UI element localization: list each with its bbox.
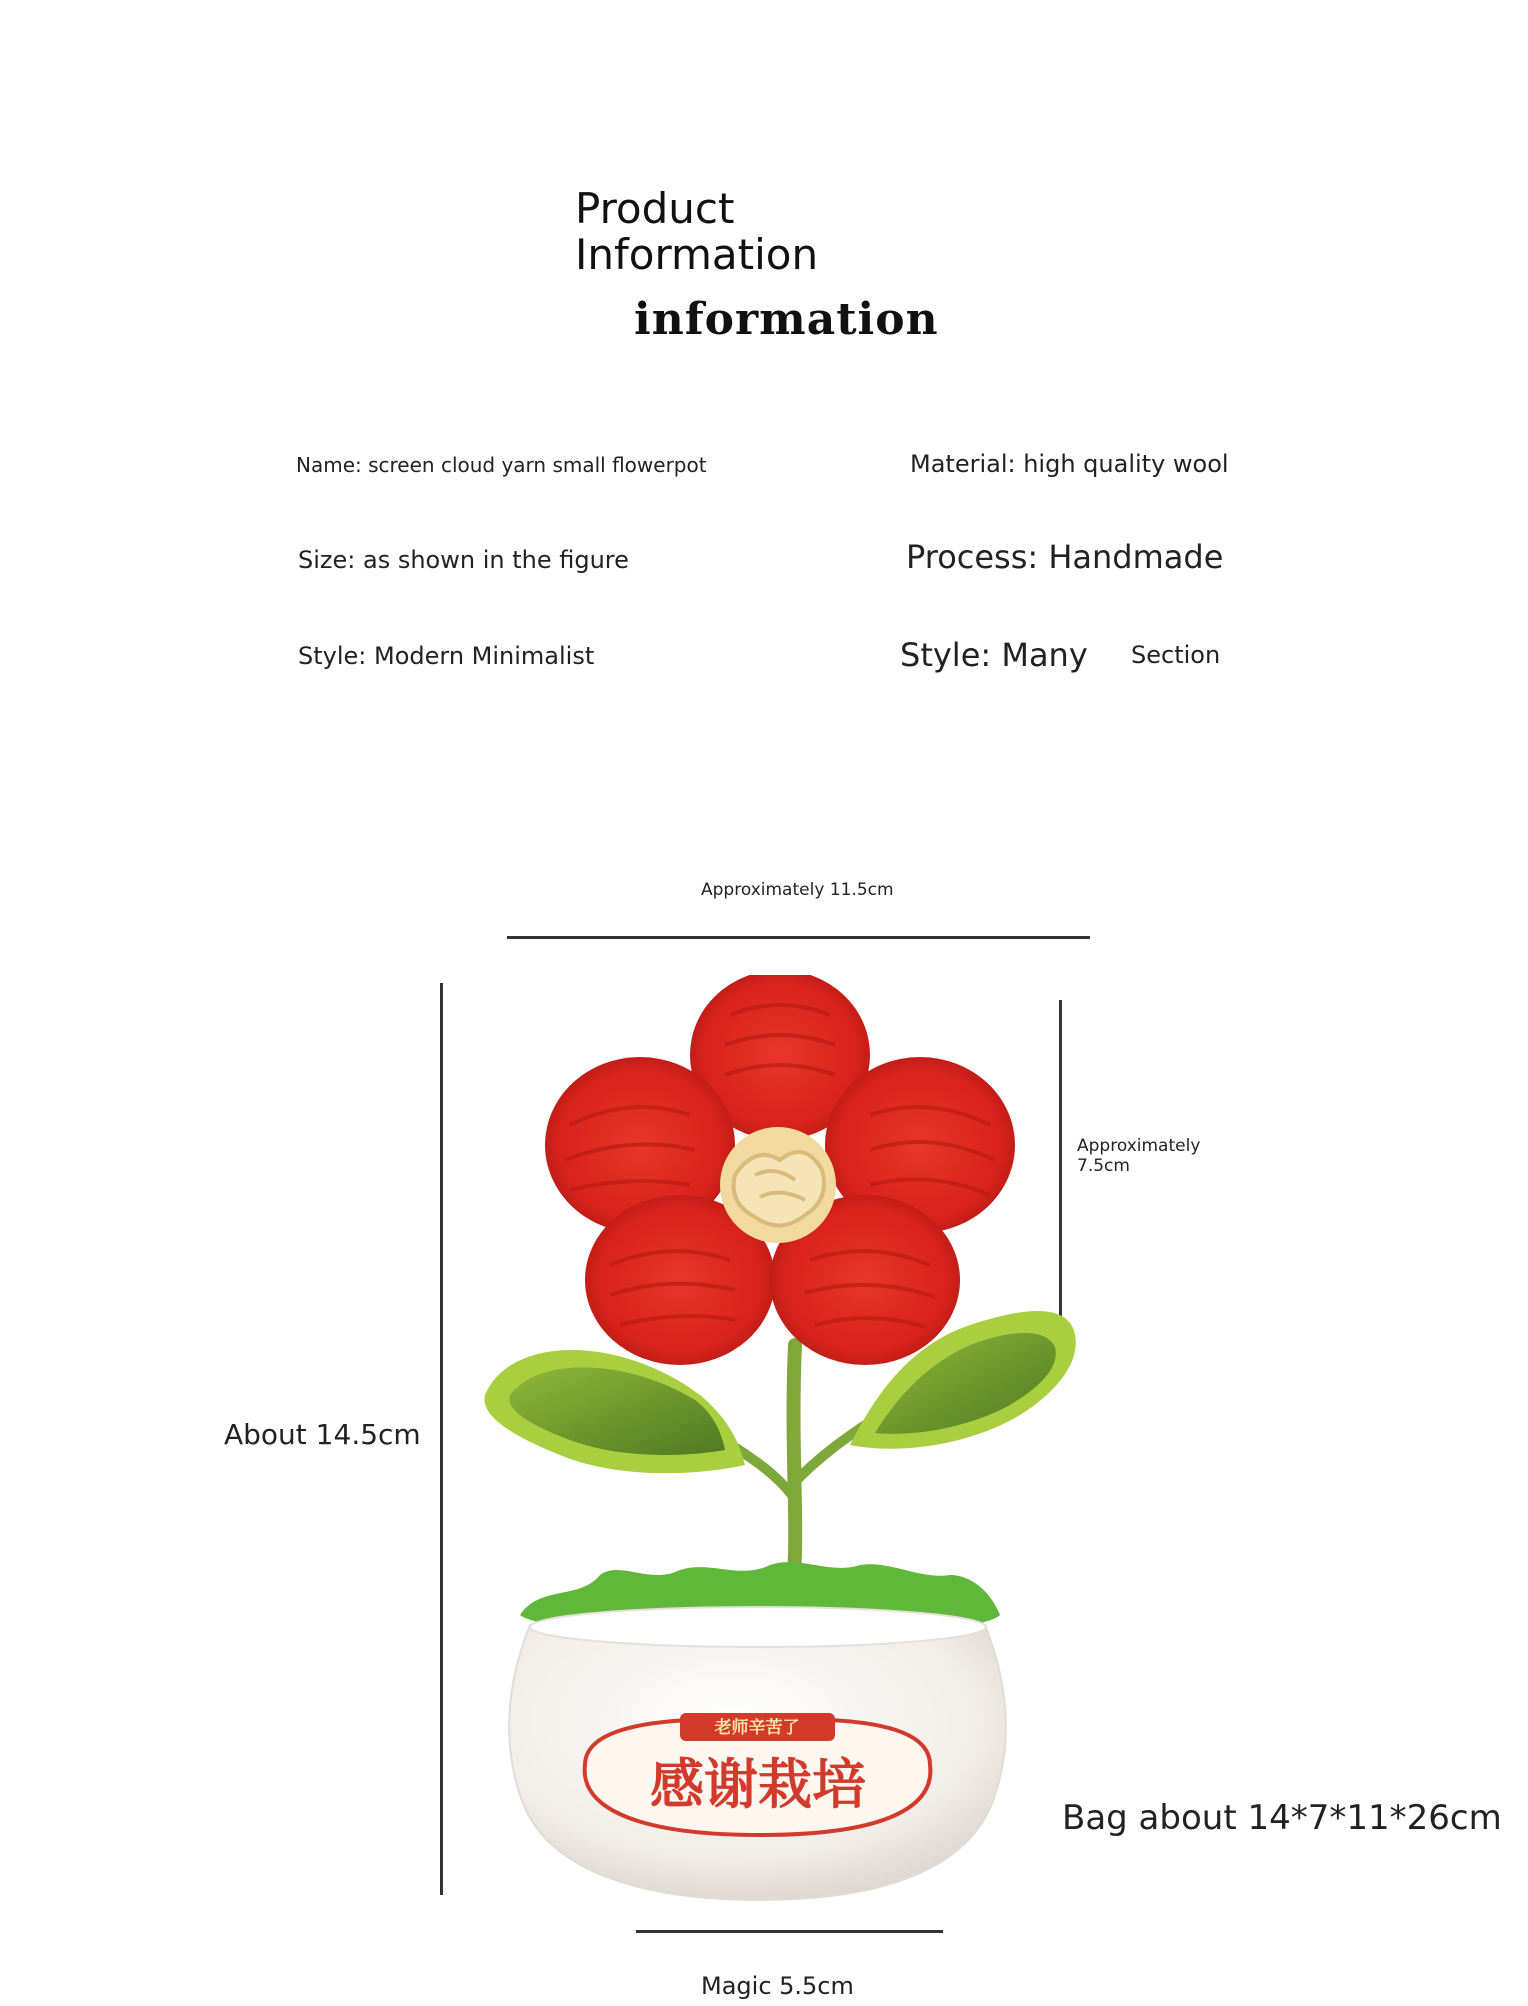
dimension-top-width-label: Approximately 11.5cm (701, 880, 894, 900)
pot-label-banner-text: 老师辛苦了 (714, 1718, 800, 1738)
stem (792, 1345, 795, 1595)
pot-label (585, 1713, 931, 1835)
dimension-flower-height-label-1: Approximately (1077, 1136, 1201, 1156)
page-title-line1: Product (575, 184, 735, 233)
spec-name: Name: screen cloud yarn small flowerpot (296, 453, 707, 477)
page-subtitle: information (634, 294, 939, 345)
dimension-top-width-line (507, 936, 1090, 939)
crochet-flower-pot-image (470, 975, 1090, 1905)
dimension-flower-height-label-2: 7.5cm (1077, 1156, 1130, 1176)
leaf-left (484, 1350, 745, 1473)
spec-size: Size: as shown in the figure (298, 546, 629, 574)
pot-label-main-text: 感谢栽培 (650, 1753, 866, 1816)
flower-center (720, 1127, 836, 1243)
dimension-pot-width-line (636, 1930, 943, 1933)
dimension-pot-width-label: Magic 5.5cm (701, 1972, 854, 2000)
dimension-total-height-line (440, 983, 443, 1895)
spec-style-right: Style: Many (900, 636, 1088, 674)
spec-material: Material: high quality wool (910, 450, 1229, 478)
flowerpot (509, 1607, 1006, 1900)
spec-style-left: Style: Modern Minimalist (298, 642, 595, 670)
spec-style-section: Section (1131, 641, 1221, 669)
page-title-line2: Information (575, 230, 819, 279)
dimension-total-height-label: About 14.5cm (224, 1418, 421, 1451)
bag-size-label: Bag about 14*7*11*26cm (1062, 1798, 1502, 1838)
spec-process: Process: Handmade (906, 538, 1224, 576)
